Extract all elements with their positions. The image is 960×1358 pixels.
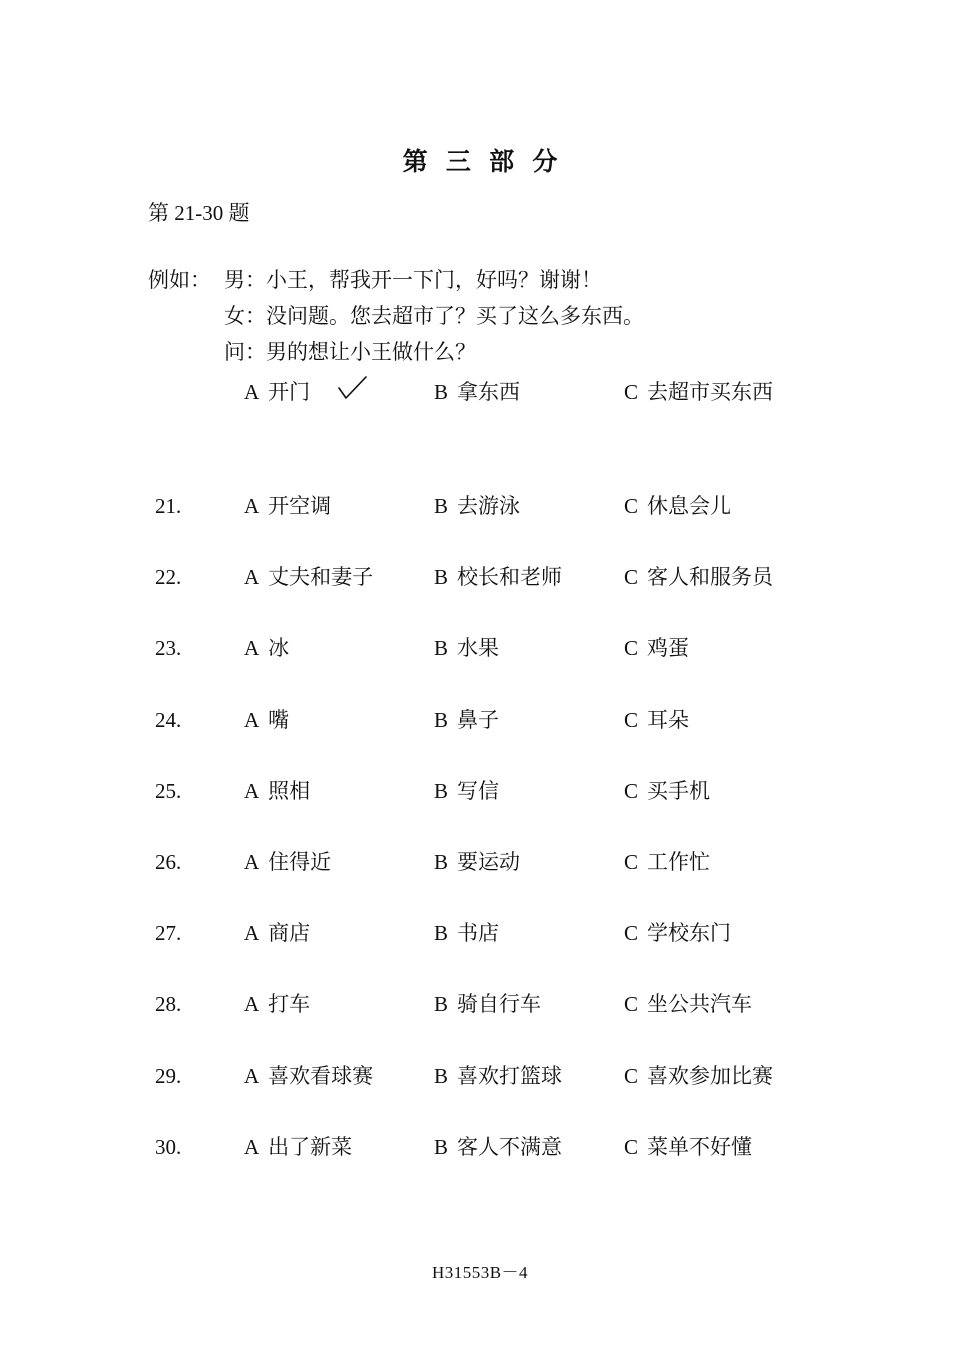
question-option-a[interactable] [244,1062,373,1090]
question-option-a[interactable] [244,492,331,520]
option-letter-c: C [624,992,639,1017]
option-letter-b: B [434,1063,449,1088]
option-text-c: 坐公共汽车 [647,992,753,1017]
example-line-2 [148,298,644,334]
option-text-c: 学校东门 [647,921,732,946]
question-option-c[interactable] [624,492,731,520]
example-option-a[interactable] [244,378,310,406]
question-option-b[interactable] [434,563,562,591]
option-letter-b: B [434,921,449,946]
question-row [0,1062,960,1094]
option-letter-c: C [624,636,639,661]
option-text-c: 菜单不好懂 [647,1134,753,1159]
option-letter-c: C [624,494,639,518]
option-text-b: 去游泳 [457,494,521,518]
option-text-a: 照相 [268,778,311,803]
question-option-c[interactable] [624,777,710,805]
question-number: 25. [155,778,182,803]
option-text-a: 开门 [268,380,311,404]
example-line-3 [148,334,644,370]
question-row [0,990,960,1022]
option-letter-a: A [244,850,260,874]
option-letter-a: A [244,992,260,1017]
question-option-a[interactable] [244,919,310,947]
question-row [0,706,960,738]
check-mark-icon [338,376,368,402]
question-number: 30. [155,1134,182,1159]
example-text-male: 小王，帮我开一下门，好吗？谢谢！ [266,268,602,292]
option-text-b: 喜欢打篮球 [457,1063,563,1088]
option-letter-b: B [434,494,449,518]
option-letter-c: C [624,1134,639,1159]
option-text-a: 喜欢看球赛 [268,1063,374,1088]
option-letter-c: C [624,565,639,590]
question-number: 27. [155,921,182,946]
question-number: 22. [155,565,182,590]
question-number: 26. [155,850,182,874]
option-letter-a: A [244,636,260,661]
option-text-c: 喜欢参加比赛 [647,1063,774,1088]
option-letter-b: B [434,380,449,404]
question-number: 21. [155,494,182,518]
option-text-c: 去超市买东西 [647,380,774,404]
footer-page-code: H31553B－4 [431,1263,529,1282]
question-option-c[interactable] [624,848,710,876]
option-text-b: 要运动 [457,850,521,874]
option-text-a: 开空调 [268,494,332,518]
example-label: 例如： [148,268,211,292]
option-letter-a: A [244,380,260,404]
question-row [0,848,960,880]
option-text-b: 水果 [457,636,500,661]
question-option-a[interactable] [244,706,289,734]
option-text-b: 客人不满意 [457,1134,563,1159]
question-option-a[interactable] [244,990,310,1018]
option-letter-c: C [624,1063,639,1088]
question-option-c[interactable] [624,706,689,734]
question-number: 28. [155,992,182,1017]
example-question-text: 男的想让小王做什么？ [266,340,476,364]
question-row [0,1133,960,1165]
option-text-c: 耳朵 [647,707,690,732]
question-option-b[interactable] [434,1062,562,1090]
example-option-c[interactable] [624,378,773,406]
option-text-b: 鼻子 [457,707,500,732]
option-letter-a: A [244,1134,260,1159]
option-text-a: 丈夫和妻子 [268,565,374,590]
question-option-c[interactable] [624,1133,752,1161]
example-text-female: 没问题。您去超市了？买了这么多东西。 [266,304,644,328]
option-letter-c: C [624,850,639,874]
question-range-label: 第 21-30 题 [148,201,250,225]
option-letter-b: B [434,850,449,874]
question-option-a[interactable] [244,1133,352,1161]
example-speaker-female: 女： [224,304,266,328]
question-option-a[interactable] [244,563,373,591]
option-letter-b: B [434,992,449,1017]
question-row [0,563,960,595]
option-letter-b: B [434,778,449,803]
question-option-b[interactable] [434,492,520,520]
option-letter-c: C [624,921,639,946]
option-letter-a: A [244,494,260,518]
question-option-a[interactable] [244,634,289,662]
option-letter-a: A [244,778,260,803]
option-text-b: 书店 [457,921,500,946]
question-row [0,777,960,809]
question-option-b[interactable] [434,919,499,947]
option-letter-b: B [434,1134,449,1159]
example-option-b[interactable] [434,378,520,406]
question-option-c[interactable] [624,990,752,1018]
option-text-a: 打车 [268,992,311,1017]
question-option-c[interactable] [624,634,689,662]
option-letter-a: A [244,707,260,732]
question-option-c[interactable] [624,919,731,947]
example-line-1 [148,262,644,298]
option-letter-a: A [244,1063,260,1088]
option-letter-c: C [624,707,639,732]
option-text-b: 写信 [457,778,500,803]
question-option-b[interactable] [434,777,499,805]
option-text-a: 冰 [268,636,290,661]
question-row [0,919,960,951]
question-option-a[interactable] [244,848,331,876]
option-text-c: 鸡蛋 [647,636,690,661]
example-speaker-male: 男： [224,268,266,292]
option-letter-c: C [624,778,639,803]
example-block [148,262,644,370]
option-letter-b: B [434,565,449,590]
question-number: 29. [155,1063,182,1088]
question-row [0,492,960,524]
option-letter-c: C [624,380,639,404]
option-text-a: 嘴 [268,707,290,732]
option-text-a: 住得近 [268,850,332,874]
question-number: 23. [155,636,182,661]
option-letter-b: B [434,636,449,661]
question-option-a[interactable] [244,777,310,805]
option-text-c: 工作忙 [647,850,711,874]
option-text-c: 买手机 [647,778,711,803]
option-text-c: 休息会儿 [647,494,732,518]
question-number: 24. [155,707,182,732]
question-option-b[interactable] [434,1133,562,1161]
example-speaker-question: 问： [224,340,266,364]
example-options-row [0,378,960,410]
option-text-b: 拿东西 [457,380,521,404]
question-option-b[interactable] [434,848,520,876]
option-letter-a: A [244,565,260,590]
question-option-c[interactable] [624,1062,773,1090]
option-letter-a: A [244,921,260,946]
option-text-c: 客人和服务员 [647,565,774,590]
option-letter-b: B [434,707,449,732]
question-option-c[interactable] [624,563,773,591]
question-option-b[interactable] [434,706,499,734]
option-text-b: 骑自行车 [457,992,542,1017]
option-text-b: 校长和老师 [457,565,563,590]
question-option-b[interactable] [434,990,541,1018]
question-row [0,634,960,666]
option-text-a: 出了新菜 [268,1134,353,1159]
question-option-b[interactable] [434,634,499,662]
option-text-a: 商店 [268,921,311,946]
page-title: 第 三 部 分 [402,149,564,176]
